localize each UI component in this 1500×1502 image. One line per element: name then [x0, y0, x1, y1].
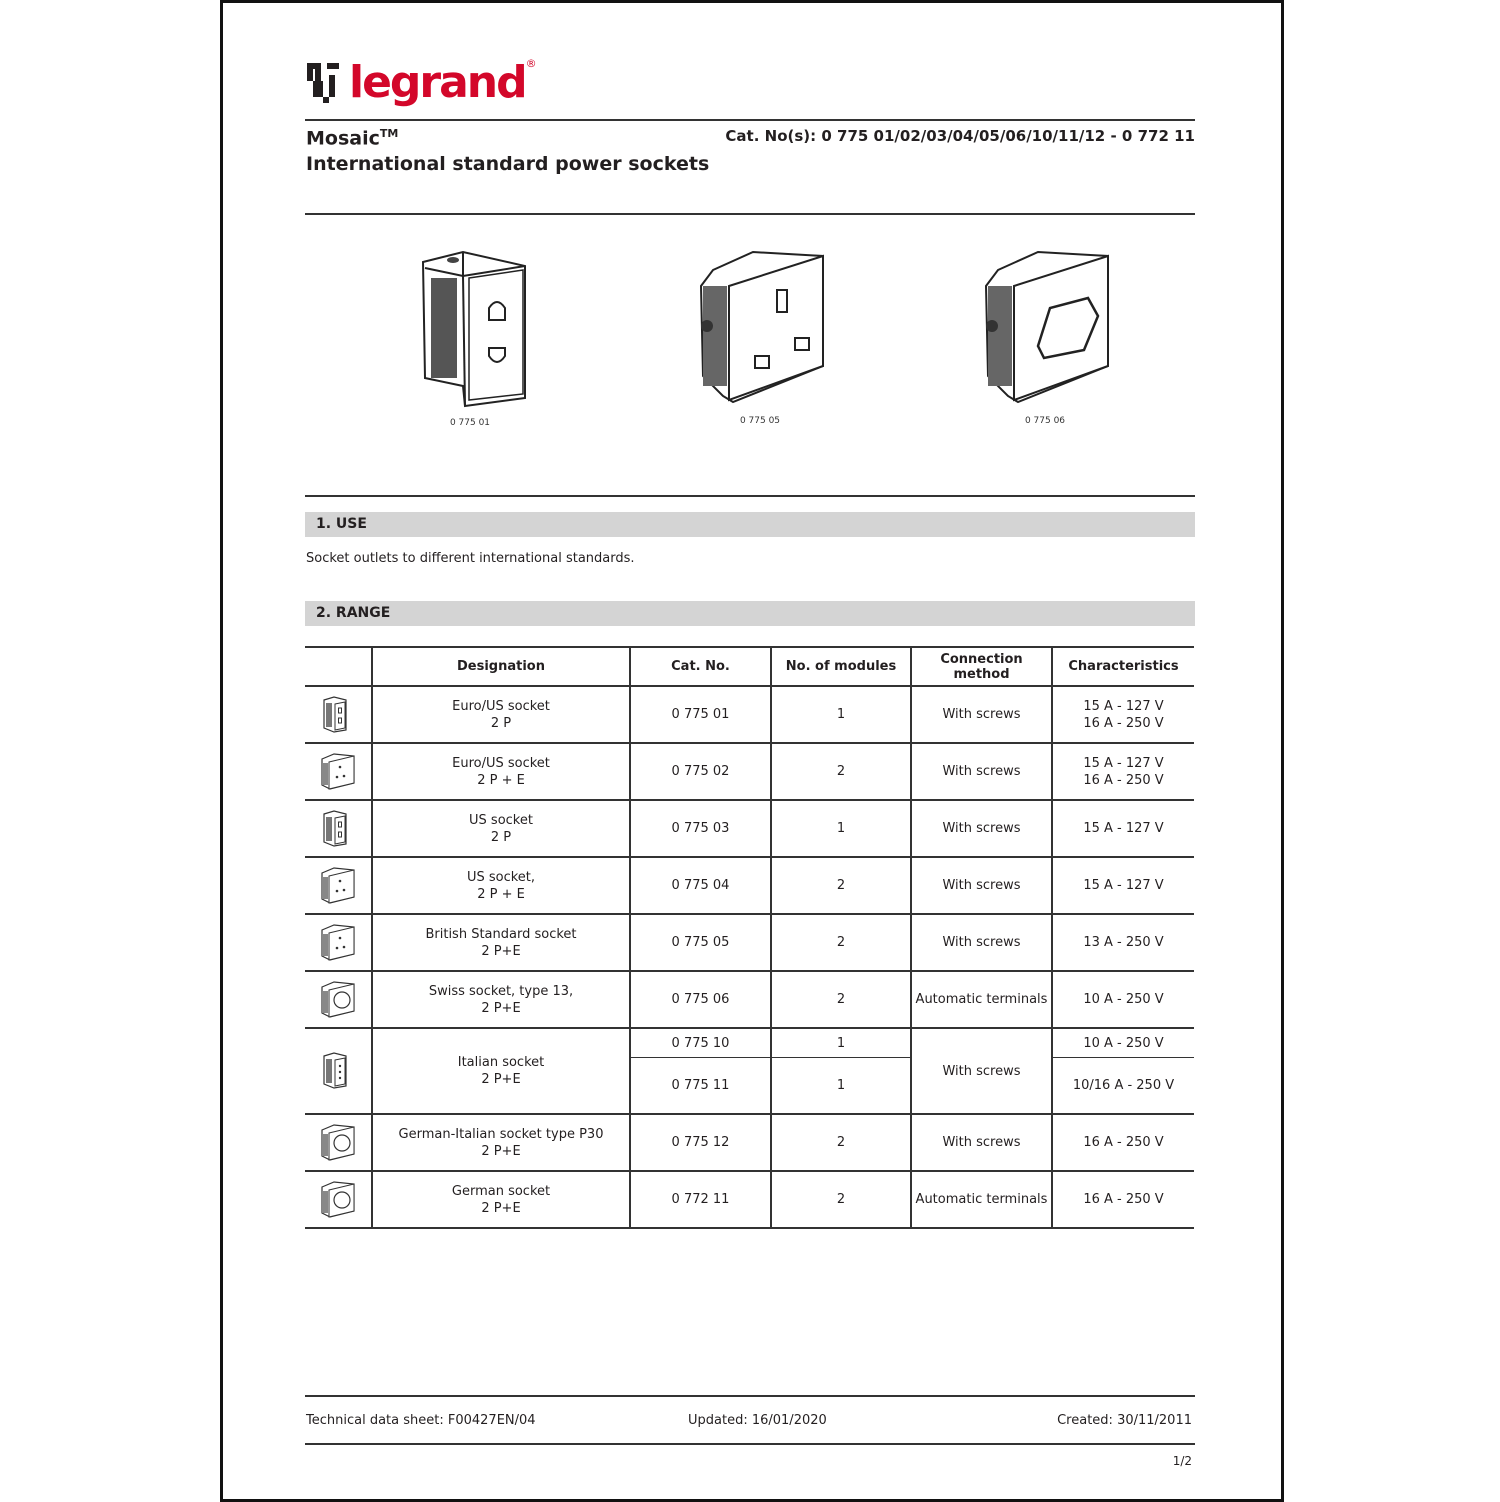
cell-line: German-Italian socket type P30 [398, 1126, 604, 1142]
footer-rule-top [305, 1395, 1195, 1397]
german-socket-icon [305, 1171, 372, 1228]
cat-no-cell: 0 775 02 [630, 743, 771, 800]
cell-line: 2 P+E [481, 943, 521, 959]
characteristics-cell: 10 A - 250 V [1052, 1028, 1194, 1058]
trademark: TM [379, 127, 399, 140]
header-characteristics: Characteristics [1052, 647, 1194, 686]
connection-cell: Automatic terminals [911, 1171, 1052, 1228]
characteristics-cell [1052, 1114, 1194, 1171]
page-number: 1/2 [1172, 1454, 1192, 1468]
designation-cell [372, 857, 630, 914]
connection-cell: With screws [911, 800, 1052, 857]
modules-cell: 2 [771, 1171, 911, 1228]
modules-cell: 2 [771, 1114, 911, 1171]
characteristics-cell [1052, 743, 1194, 800]
table-row [305, 1028, 1194, 1058]
cell-line: Italian socket [457, 1055, 545, 1070]
product-name: Mosaic™ [306, 127, 399, 150]
section-heading-range [305, 601, 1195, 626]
connection-cell: With screws [911, 743, 1052, 800]
table-row [305, 743, 1194, 800]
british-socket-icon [305, 914, 372, 971]
legrand-logo-mark-icon [305, 61, 341, 105]
designation-cell [372, 743, 630, 800]
range-table [305, 646, 1194, 1229]
connection-cell: With screws [911, 1114, 1052, 1171]
connection-cell: With screws [911, 1028, 1052, 1114]
brand-name: legrand [349, 57, 526, 108]
modules-cell: 2 [771, 914, 911, 971]
cell-line: 16 A - 250 V [1083, 1192, 1164, 1207]
characteristics-cell [1052, 857, 1194, 914]
euro-us-socket-illustration-icon [413, 248, 528, 408]
header-rule-top [305, 119, 1195, 121]
cell-line: 16 A - 250 V [1083, 772, 1164, 788]
header-rule-bottom [305, 213, 1195, 215]
cat-no-cell: 0 775 06 [630, 971, 771, 1028]
use-description: Socket outlets to different international standards. [306, 551, 635, 566]
catalog-numbers: Cat. No(s): 0 775 01/02/03/04/05/06/10/11/12 - 0 772 11 [725, 127, 1195, 145]
table-row [305, 1114, 1194, 1171]
socket-1-module-icon [305, 800, 372, 857]
characteristics-cell [1052, 800, 1194, 857]
designation-cell [372, 686, 630, 743]
cell-line: 16 A - 250 V [1083, 715, 1164, 731]
italian-socket-icon [305, 1028, 372, 1114]
section-title-use: 1. USE [316, 516, 367, 532]
footer-sheet-id: Technical data sheet: F00427EN/04 [306, 1413, 536, 1428]
cat-no-cell: 0 772 11 [630, 1171, 771, 1228]
cat-no-cell: 0 775 11 [630, 1058, 771, 1115]
table-row [305, 914, 1194, 971]
designation-cell [372, 1028, 630, 1114]
legrand-logo [305, 55, 537, 108]
modules-cell: 2 [771, 971, 911, 1028]
connection-cell: Automatic terminals [911, 971, 1052, 1028]
footer-updated: Updated: 16/01/2020 [688, 1413, 827, 1428]
modules-cell: 1 [771, 800, 911, 857]
cell-line: 15 A - 127 V [1083, 755, 1164, 771]
characteristics-cell [1052, 1171, 1194, 1228]
connection-cell: With screws [911, 686, 1052, 743]
british-socket-illustration-icon [693, 246, 828, 406]
modules-cell: 1 [771, 686, 911, 743]
registered-mark: ® [525, 57, 537, 70]
product-caption-1: 0 775 01 [449, 418, 491, 428]
table-row [305, 800, 1194, 857]
modules-cell: 1 [771, 1058, 911, 1115]
section-heading-use [305, 512, 1195, 537]
modules-cell: 1 [771, 1028, 911, 1058]
swiss-socket-illustration-icon [978, 246, 1113, 406]
table-row [305, 857, 1194, 914]
characteristics-cell [1052, 686, 1194, 743]
german-italian-socket-icon [305, 1114, 372, 1171]
cell-line: US socket [469, 812, 533, 828]
page-title: International standard power sockets [306, 153, 710, 175]
cell-line: 2 P [490, 715, 512, 731]
cell-line: 15 A - 127 V [1083, 698, 1164, 714]
connection-cell: With screws [911, 857, 1052, 914]
cell-line: 2 P+E [481, 1072, 521, 1087]
designation-cell [372, 800, 630, 857]
cell-line: 2 P + E [477, 886, 525, 902]
product-illustration-1 [410, 248, 530, 428]
cell-line: Euro/US socket [452, 698, 550, 714]
cat-no-cell: 0 775 12 [630, 1114, 771, 1171]
cell-line: Euro/US socket [452, 755, 550, 771]
characteristics-cell [1052, 914, 1194, 971]
designation-cell [372, 1114, 630, 1171]
modules-cell: 2 [771, 743, 911, 800]
product-caption-2: 0 775 05 [739, 416, 781, 426]
designation-cell [372, 971, 630, 1028]
section-rule [305, 495, 1195, 497]
swiss-socket-icon [305, 971, 372, 1028]
header-icon [305, 647, 372, 686]
product-illustration-3 [975, 246, 1115, 426]
cat-no-cell: 0 775 05 [630, 914, 771, 971]
cell-line: German socket [451, 1183, 551, 1199]
cell-line: 2 P+E [481, 1200, 521, 1216]
modules-cell: 2 [771, 857, 911, 914]
cell-line: Swiss socket, type 13, [428, 983, 574, 999]
cell-line: 2 P+E [481, 1143, 521, 1159]
table-header-row [305, 647, 1194, 686]
table-row [305, 971, 1194, 1028]
product-caption-3: 0 775 06 [1024, 416, 1066, 426]
characteristics-cell [1052, 971, 1194, 1028]
cell-line: US socket, [466, 869, 536, 885]
cell-line: 15 A - 127 V [1083, 878, 1164, 893]
cell-line: 15 A - 127 V [1083, 821, 1164, 836]
socket-2-module-icon [305, 857, 372, 914]
header-designation: Designation [372, 647, 630, 686]
designation-cell [372, 914, 630, 971]
socket-1-module-icon [305, 686, 372, 743]
cat-no-cell: 0 775 03 [630, 800, 771, 857]
connection-cell: With screws [911, 914, 1052, 971]
cell-line: 2 P+E [481, 1000, 521, 1016]
designation-cell [372, 1171, 630, 1228]
product-illustration-2 [690, 246, 830, 426]
table-row [305, 1171, 1194, 1228]
header-modules: No. of modules [771, 647, 911, 686]
cat-no-cell: 0 775 10 [630, 1028, 771, 1058]
cell-line: 2 P [490, 829, 512, 845]
cell-line: 2 P + E [477, 772, 525, 788]
cell-line: 13 A - 250 V [1083, 935, 1164, 950]
cell-line: British Standard socket [425, 926, 577, 942]
footer-rule-bottom [305, 1443, 1195, 1445]
cell-line: 16 A - 250 V [1083, 1135, 1164, 1150]
cell-line: 10 A - 250 V [1083, 992, 1164, 1007]
table-row [305, 686, 1194, 743]
footer-created: Created: 30/11/2011 [1057, 1413, 1192, 1428]
socket-2-module-icon [305, 743, 372, 800]
section-title-range: 2. RANGE [316, 605, 391, 621]
cat-no-cell: 0 775 04 [630, 857, 771, 914]
header-cat-no: Cat. No. [630, 647, 771, 686]
cat-no-cell: 0 775 01 [630, 686, 771, 743]
header-connection: Connection method [911, 647, 1052, 686]
characteristics-cell: 10/16 A - 250 V [1052, 1058, 1194, 1115]
